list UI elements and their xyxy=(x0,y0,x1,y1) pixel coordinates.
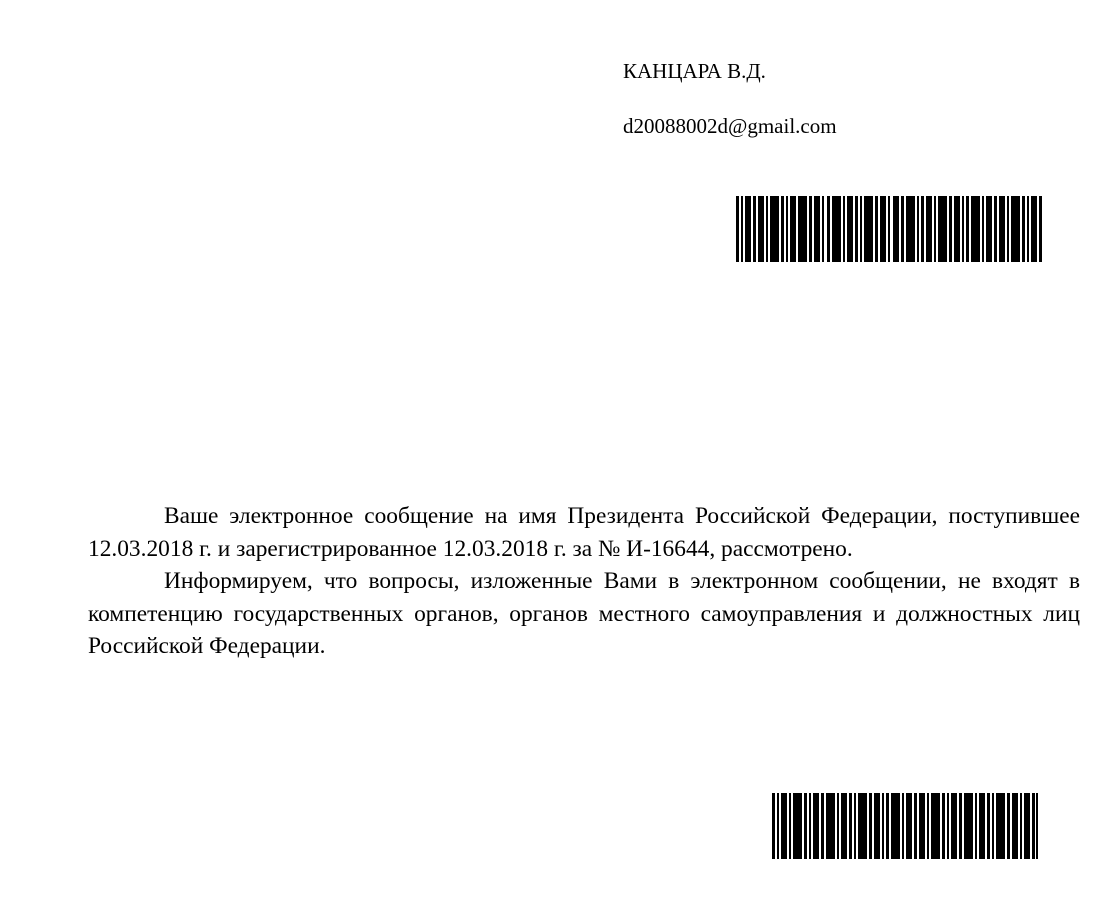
letter-body xyxy=(88,500,1080,663)
recipient-name: КАНЦАРА В.Д. xyxy=(623,59,766,83)
barcode-icon xyxy=(736,196,1042,262)
body-paragraph-1: Ваше электронное сообщение на имя Президента Российской Федерации, поступившее 12.03.2018 г. и зарегистрированное 12.03.2018 г. за № И-16644, рассмотрено. xyxy=(88,503,1080,562)
barcode-icon xyxy=(772,793,1038,859)
recipient-email: d20088002d@gmail.com xyxy=(623,114,837,138)
body-paragraph-2: Информируем, что вопросы, изложенные Вами в электронном сообщении, не входят в компетенцию государственных органов, органов местного самоуправления и должностных лиц Российской Федерации. xyxy=(88,568,1080,659)
